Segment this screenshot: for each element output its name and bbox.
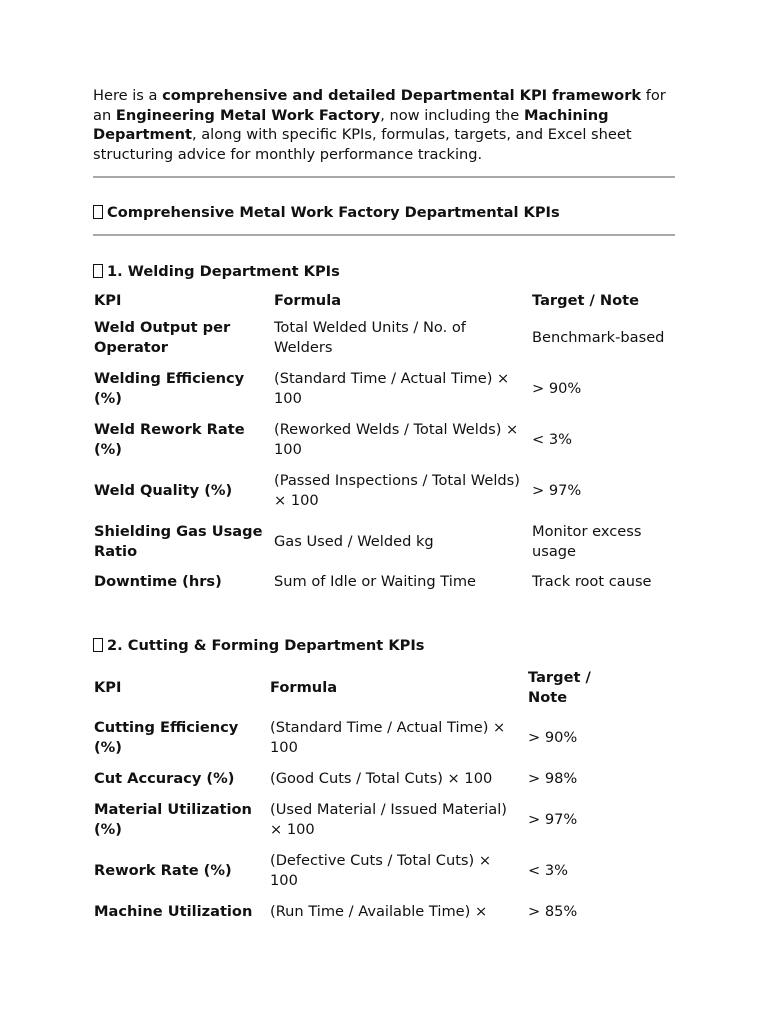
header-formula: Formula: [274, 292, 342, 310]
formula-cell: (Good Cuts / Total Cuts) × 100: [270, 769, 493, 787]
section-title: 1. Welding Department KPIs: [107, 263, 340, 280]
target-cell: < 3%: [528, 861, 569, 879]
kpi-cell: Welding Efficiency (%): [94, 369, 245, 407]
intro-bold-3: Machining Department: [93, 106, 609, 144]
formula-cell: (Defective Cuts / Total Cuts) × 100: [270, 851, 492, 889]
missing-glyph-icon: [93, 638, 103, 652]
formula-cell: (Used Material / Issued Material) × 100: [270, 800, 507, 838]
table-row: [91, 567, 675, 597]
target-cell: > 98%: [528, 769, 578, 787]
section-heading-cutting: [93, 636, 424, 656]
kpi-cell: Cut Accuracy (%): [94, 769, 235, 787]
divider-bottom: [93, 234, 675, 236]
target-cell: > 90%: [532, 379, 582, 397]
table-row: [91, 763, 625, 794]
kpi-table-welding: [91, 290, 675, 597]
kpi-cell: Rework Rate (%): [94, 861, 232, 879]
table-header-row: [91, 664, 625, 712]
intro-bold-2: Engineering Metal Work Factory: [115, 106, 381, 124]
target-cell: > 97%: [528, 810, 578, 828]
kpi-cell: Weld Quality (%): [94, 481, 233, 499]
target-cell: Monitor excess usage: [532, 522, 642, 560]
header-kpi: KPI: [94, 292, 122, 310]
main-heading-text: Comprehensive Metal Work Factory Departmental KPIs: [107, 204, 560, 221]
formula-cell: Total Welded Units / No. of Welders: [274, 318, 466, 356]
formula-cell: (Passed Inspections / Total Welds) × 100: [274, 471, 520, 509]
target-cell: > 85%: [528, 902, 578, 920]
table-row: [91, 712, 625, 763]
divider-top: [93, 176, 675, 178]
intro-text-1: Here is a: [93, 87, 163, 104]
table-header-row: [91, 290, 675, 312]
target-cell: Benchmark-based: [532, 328, 665, 346]
table-row: [91, 312, 675, 363]
kpi-cell: Weld Output per Operator: [94, 318, 231, 356]
formula-cell: (Standard Time / Actual Time) × 100: [270, 718, 506, 756]
table-row: [91, 414, 675, 465]
formula-cell: (Reworked Welds / Total Welds) × 100: [274, 420, 519, 458]
table-row: [91, 845, 625, 896]
section-title: 2. Cutting & Forming Department KPIs: [107, 637, 425, 654]
target-cell: Track root cause: [532, 573, 652, 591]
intro-text-3: , now including the: [380, 106, 524, 124]
intro-text-2: for an: [93, 87, 666, 124]
target-cell: > 90%: [528, 728, 578, 746]
table-row: [91, 794, 625, 845]
missing-glyph-icon: [93, 264, 103, 278]
intro-bold-1: comprehensive and detailed Departmental KPI framework: [162, 87, 642, 104]
section-heading-welding: [93, 262, 340, 282]
kpi-cell: Machine Utilization: [94, 902, 253, 920]
intro-text-4: , along with specific KPIs, formulas, targets, and Excel sheet structuring advice for monthly performance tracking.: [93, 126, 632, 163]
header-target: Target / Note: [528, 669, 591, 706]
formula-cell: (Standard Time / Actual Time) × 100: [274, 369, 510, 407]
target-cell: < 3%: [532, 430, 573, 448]
table-row: [91, 363, 675, 414]
kpi-cell: Weld Rework Rate (%): [94, 420, 245, 458]
kpi-table-cutting: [91, 664, 625, 927]
header-kpi: KPI: [94, 679, 122, 697]
table-row: [91, 516, 675, 567]
kpi-cell: Material Utilization (%): [94, 800, 252, 838]
formula-cell: (Run Time / Available Time) ×: [270, 902, 488, 920]
table-row: [91, 465, 675, 516]
formula-cell: Sum of Idle or Waiting Time: [274, 573, 477, 591]
kpi-cell: Cutting Efficiency (%): [94, 718, 239, 756]
target-cell: > 97%: [532, 481, 582, 499]
header-formula: Formula: [270, 679, 338, 697]
table-row: [91, 896, 625, 927]
main-heading: [93, 203, 560, 223]
intro-paragraph: [93, 86, 683, 164]
missing-glyph-icon: [93, 205, 103, 219]
kpi-cell: Shielding Gas Usage Ratio: [94, 522, 263, 560]
formula-cell: Gas Used / Welded kg: [274, 532, 434, 550]
kpi-cell: Downtime (hrs): [94, 573, 222, 591]
header-target: Target / Note: [532, 292, 640, 310]
